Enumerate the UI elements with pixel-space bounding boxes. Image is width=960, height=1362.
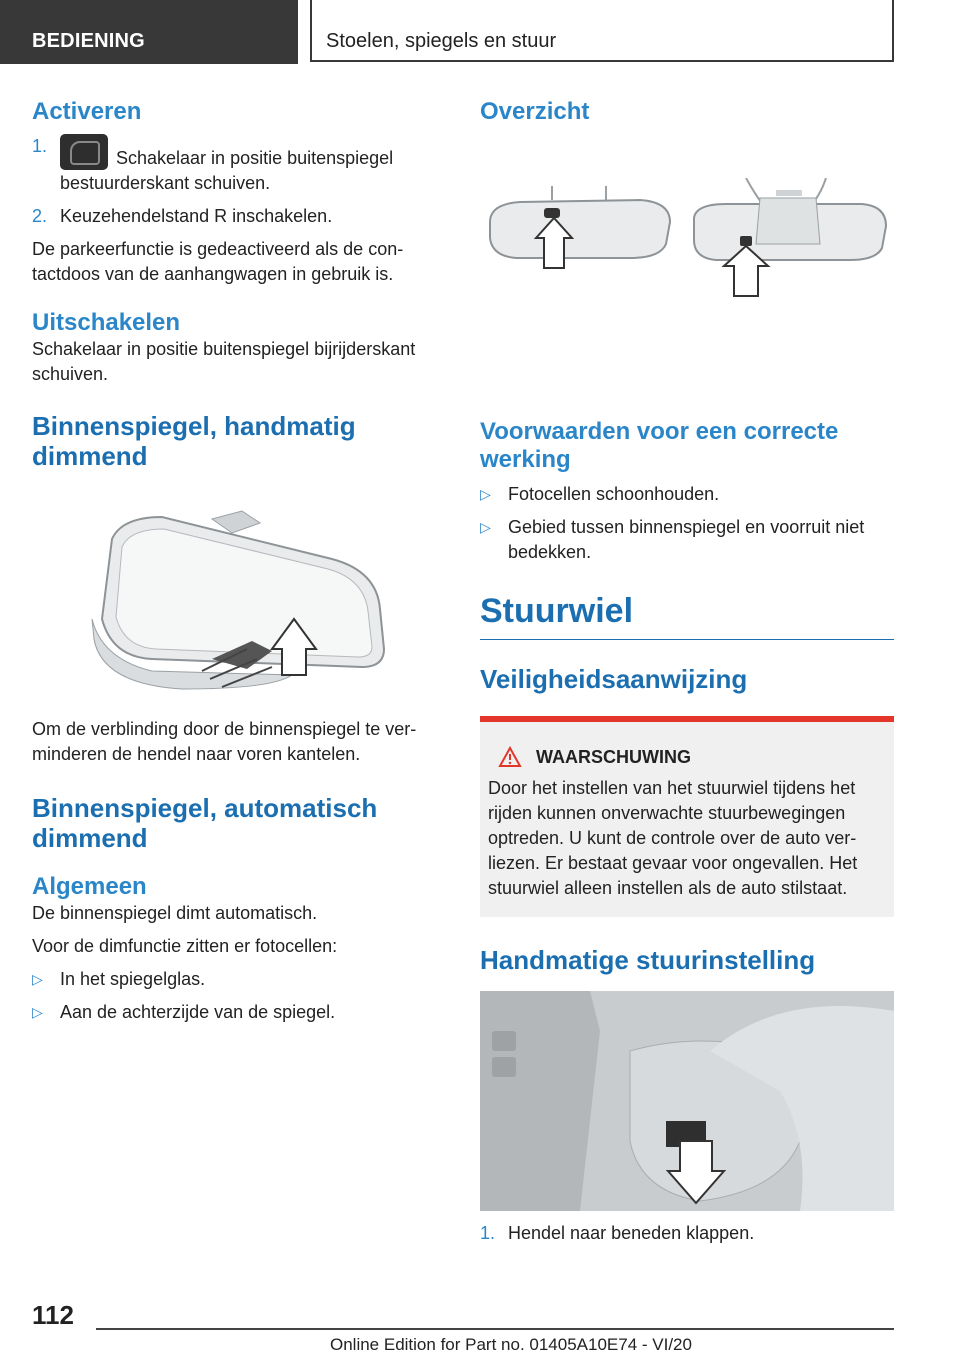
left-column bbox=[32, 98, 442, 1033]
warning-title: WAARSCHUWING bbox=[536, 746, 691, 767]
voorwaarden-heading: Voorwaarden voor een correcte werking bbox=[480, 418, 839, 473]
bullet-text: Fotocellen schoonhouden. bbox=[508, 484, 720, 504]
heading-rule bbox=[480, 639, 894, 640]
bullet-text: Aan de achterzijde van de spiegel. bbox=[60, 1002, 336, 1022]
warning-text: Door het instellen van het stuurwiel tijdens het rijden kunnen onverwachte stuurbewegingen optreden. U kunt de controle over de auto verliezen. Er bestaat gevaar voor ongevallen. Het stuurwiel alleen instellen als de auto stilstaat. bbox=[488, 778, 858, 898]
edition-text: Online Edition for Part no. 01405A10E74 - VI/20 bbox=[330, 1335, 692, 1354]
automatisch-bullets bbox=[32, 967, 442, 1025]
steering-lever-photo bbox=[480, 991, 894, 1211]
handmatige-stuur-heading: Handmatige stuurinstelling bbox=[480, 945, 816, 975]
bullet-item bbox=[480, 515, 894, 565]
automatisch-text-2: Voor de dimfunctie zitten er fotocellen: bbox=[32, 936, 338, 956]
right-column bbox=[480, 98, 894, 1254]
triangle-bullet-icon: ▷ bbox=[480, 519, 491, 535]
handmatig-text: Om de verblinding door de binnenspiegel te verminderen de hendel naar voren kantelen. bbox=[32, 719, 417, 764]
step-text: Schakelaar in positie buitenspiegel bestuurderskant schuiven. bbox=[60, 148, 394, 193]
activeren-heading: Activeren bbox=[32, 98, 142, 125]
stuur-steps bbox=[480, 1221, 894, 1246]
step-number: 2. bbox=[32, 206, 48, 226]
veiligheid-heading: Veiligheidsaanwijzing bbox=[480, 664, 748, 694]
overzicht-heading: Overzicht bbox=[480, 98, 590, 125]
automatisch-text-1: De binnenspiegel dimt automatisch. bbox=[32, 903, 318, 923]
bullet-text: Gebied tussen binnenspiegel en voorruit niet bedekken. bbox=[508, 517, 865, 562]
step-item bbox=[480, 1221, 894, 1246]
rear-mirror-illustration bbox=[32, 499, 442, 699]
page-number: 112 bbox=[32, 1300, 74, 1330]
bullet-item bbox=[32, 967, 442, 992]
step-text: Hendel naar beneden klappen. bbox=[508, 1223, 755, 1243]
bullet-text: In het spiegelglas. bbox=[60, 969, 206, 989]
activeren-steps bbox=[32, 134, 442, 229]
mirror-switch-icon bbox=[60, 134, 108, 170]
step-item bbox=[32, 134, 442, 196]
warning-box bbox=[480, 716, 894, 917]
stuurwiel-heading: Stuurwiel bbox=[480, 592, 634, 630]
section-title: BEDIENING bbox=[32, 30, 145, 52]
automatisch-heading: Binnenspiegel, automatisch dimmend bbox=[32, 793, 378, 853]
voorwaarden-bullets bbox=[480, 482, 894, 565]
chapter-tab bbox=[310, 0, 894, 62]
step-number: 1. bbox=[32, 136, 48, 156]
section-tab bbox=[0, 0, 298, 64]
uitschakelen-text: Schakelaar in positie buitenspiegel bijrijderskant schuiven. bbox=[32, 339, 416, 384]
step-number: 1. bbox=[480, 1223, 496, 1243]
triangle-bullet-icon: ▷ bbox=[32, 971, 43, 987]
handmatig-heading: Binnenspiegel, handmatig dimmend bbox=[32, 411, 356, 471]
triangle-bullet-icon: ▷ bbox=[32, 1004, 43, 1020]
warning-triangle-icon bbox=[498, 746, 522, 768]
bullet-item bbox=[480, 482, 894, 507]
step-text: Keuzehendelstand R inschakelen. bbox=[60, 206, 333, 226]
mirror-overview-illustration bbox=[480, 178, 894, 328]
algemeen-heading: Algemeen bbox=[32, 873, 147, 900]
uitschakelen-heading: Uitschakelen bbox=[32, 309, 181, 336]
footer-rule bbox=[96, 1328, 894, 1330]
chapter-title: Stoelen, spiegels en stuur bbox=[326, 30, 557, 52]
activeren-note: De parkeerfunctie is gedeactiveerd als de contactdoos van de aanhangwagen in gebruik is. bbox=[32, 239, 404, 284]
triangle-bullet-icon: ▷ bbox=[480, 486, 491, 502]
step-item bbox=[32, 204, 442, 229]
warning-title-row bbox=[498, 746, 886, 768]
bullet-item bbox=[32, 1000, 442, 1025]
